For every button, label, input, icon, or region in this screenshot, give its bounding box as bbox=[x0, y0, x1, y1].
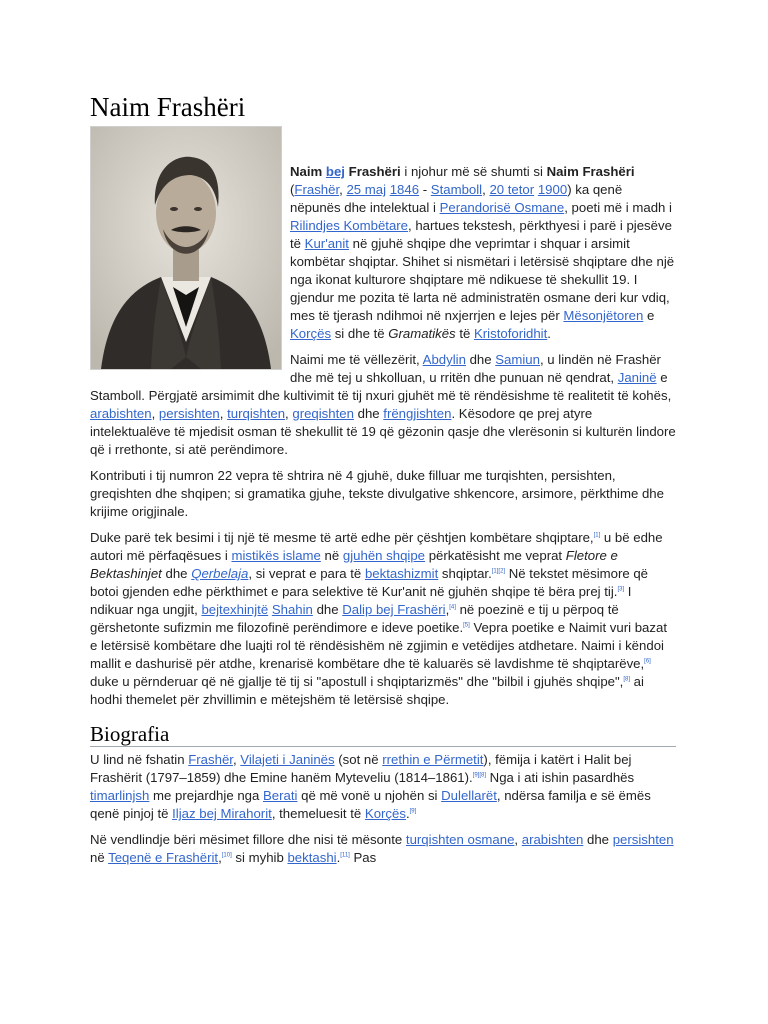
wiki-link[interactable]: bektashizmit bbox=[364, 566, 439, 581]
text-run: dhe bbox=[583, 832, 613, 847]
wiki-link[interactable]: rrethin e Përmetit bbox=[382, 752, 484, 767]
text-run: , bbox=[232, 752, 241, 767]
bio-paragraph-2 bbox=[90, 831, 676, 867]
wiki-link[interactable]: bej bbox=[325, 164, 345, 179]
wiki-link[interactable]: Kur'anit bbox=[304, 236, 349, 251]
wiki-link[interactable]: mistikës islame bbox=[231, 548, 321, 563]
wiki-link[interactable]: Frashër bbox=[294, 182, 340, 197]
article-body bbox=[90, 163, 676, 875]
text-run: Fletore e Bektashinjet bbox=[90, 548, 618, 581]
citation-link[interactable]: [5] bbox=[463, 622, 470, 629]
text-run: Pas bbox=[349, 850, 377, 865]
text-run: Gramatikës bbox=[388, 326, 456, 341]
wiki-link[interactable]: Iljaz bej Mirahorit bbox=[172, 806, 272, 821]
text-run: dhe bbox=[353, 406, 384, 421]
text-run: përkatësisht me veprat bbox=[425, 548, 566, 563]
text-run: ), fëmija i katërt i Halit bej Frashërit (1797–1859) dhe Emine hanëm Myteveliu (1814–1861). bbox=[90, 752, 632, 785]
wiki-link[interactable]: persishten bbox=[612, 832, 674, 847]
text-run: , poeti më i madh i bbox=[564, 200, 672, 215]
wiki-link[interactable]: Shahin bbox=[271, 602, 313, 617]
text-run: Kontributi i tij numron 22 vepra të shtrira në 4 gjuhë, duke filluar me turqishten, persishten, greqishten dhe shqipen; si gramatika gjuhe, tekste divulgative shkencore, arsimore, përkthime dhe krijime origjinale. bbox=[90, 468, 664, 519]
text-run: dhe bbox=[312, 602, 343, 617]
wiki-link[interactable]: Vilajeti i Janinës bbox=[240, 752, 335, 767]
text-run: në bbox=[320, 548, 343, 563]
text-run: në poezinë e tij u përpoq të gërshetonte sufizmin me filozofinë perëndimore e ideve poetike. bbox=[90, 602, 619, 635]
text-run: . bbox=[336, 850, 341, 865]
wiki-link[interactable]: arabishten bbox=[90, 406, 152, 421]
wiki-link[interactable]: turqishten bbox=[227, 406, 286, 421]
wiki-link[interactable]: timarlinjsh bbox=[90, 788, 150, 803]
text-run: i njohur më së shumti si bbox=[400, 164, 547, 179]
text-run: Duke parë tek besimi i tij një të mesme të artë edhe për çështjen kombëtare shqiptare, bbox=[90, 530, 594, 545]
page-title: Naim Frashëri bbox=[90, 92, 246, 122]
citation-link[interactable]: [6] bbox=[644, 658, 651, 665]
citation-link[interactable]: [1] bbox=[593, 532, 601, 539]
text-run: , bbox=[151, 406, 159, 421]
text-run: Vepra poetike e Naimit vuri bazat e letërsisë kombëtare dhe luajti rol të rëndësishëm në zgjimin e vetëdijes atdhetare. Naimi i këndoi mallit e dashurisë për atdhe, krenarisë kombëtare dhe të kaluarës së lavdishme të shqiptarëve, bbox=[90, 620, 667, 671]
text-run: të bbox=[455, 326, 474, 341]
text-run: duke u përnderuar që në gjallje të tij si "apostull i shqiptarizmës" dhe "bilbil i gjuhës shqipe", bbox=[90, 674, 624, 689]
wiki-link[interactable]: Kristoforidhit bbox=[473, 326, 548, 341]
wiki-link[interactable]: frëngjishten bbox=[383, 406, 452, 421]
text-run: - bbox=[419, 182, 431, 197]
text-run: , ndërsa familja e së ëmës qenë pinjoj të bbox=[90, 788, 651, 821]
text-run: U lind në fshatin bbox=[90, 752, 189, 767]
text-run: shqiptar. bbox=[438, 566, 492, 581]
citation-link[interactable]: [1] bbox=[491, 568, 499, 575]
citation-link[interactable]: [10] bbox=[221, 852, 232, 859]
citation-link[interactable]: [8] bbox=[623, 676, 631, 683]
wiki-link[interactable]: 1846 bbox=[389, 182, 420, 197]
wiki-link[interactable]: gjuhën shqipe bbox=[342, 548, 426, 563]
text-run: , bbox=[218, 850, 222, 865]
wiki-link[interactable]: Berati bbox=[263, 788, 298, 803]
bio-paragraph-1 bbox=[90, 751, 676, 823]
wiki-link[interactable]: Rilindjes Kombëtare bbox=[290, 218, 409, 233]
citation-link[interactable]: [2] bbox=[498, 568, 506, 575]
text-run: , bbox=[445, 602, 450, 617]
faith-paragraph bbox=[90, 529, 676, 709]
text-run: . Kësodore qe prej atyre intelektualëve të mjedisit osman të shekullit të 19 që gëzonin qasje dhe vlerësonin si kulturën lindore që i rrethonte, si atë perëndimore. bbox=[90, 406, 676, 457]
wiki-link[interactable]: Dalip bej Frashëri bbox=[342, 602, 446, 617]
wiki-link[interactable]: Abdylin bbox=[422, 352, 466, 367]
text-run: ) ka qenë nëpunës dhe intelektual i bbox=[290, 182, 623, 215]
text-run: dhe bbox=[161, 566, 192, 581]
wiki-link[interactable]: Janinë bbox=[617, 370, 657, 385]
text-run: në bbox=[90, 850, 109, 865]
citation-link[interactable]: [9] bbox=[409, 808, 417, 815]
wiki-link[interactable]: 25 maj bbox=[346, 182, 387, 197]
text-run: (sot në bbox=[334, 752, 383, 767]
text-run: , bbox=[219, 406, 228, 421]
wiki-link[interactable]: bektashi bbox=[287, 850, 337, 865]
text-run: , hartues tekstesh, përkthyesi i parë i pjesëve të bbox=[290, 218, 672, 251]
text-run: dhe bbox=[465, 352, 496, 367]
text-run: , themeluesit të bbox=[271, 806, 365, 821]
text-run: Në tekstet mësimore që botoi gjenden edhe përkthimet e para selektive të Kur'anit në gjuhën shqipe të bëra prej tij. bbox=[90, 566, 649, 599]
wiki-link[interactable]: greqishten bbox=[292, 406, 354, 421]
text-run: në gjuhë shqipe dhe veprimtar i shquar i arsimit kombëtar shqiptar. Shihet si nismëtari i letërsisë shqiptare dhe një nga ikonat kulturore shqiptare më ndikuese të shekullit 19. I gjendur me pozita të larta në administratën osmane deri kur vdiq, mes të tjerash ndihmoi në nxjerrjen e lejes për bbox=[290, 236, 675, 323]
text-run: , si veprat e para të bbox=[248, 566, 365, 581]
wiki-link[interactable]: 1900 bbox=[537, 182, 568, 197]
text-run: si dhe të bbox=[331, 326, 389, 341]
text-run: , bbox=[482, 182, 490, 197]
image-spacer bbox=[90, 163, 290, 381]
citation-link[interactable]: [4] bbox=[449, 604, 456, 611]
wiki-link[interactable]: Teqenë e Frashërit bbox=[108, 850, 219, 865]
text-run: Naim bbox=[290, 164, 326, 179]
citation-link[interactable]: [3] bbox=[617, 586, 625, 593]
wiki-link[interactable]: Frashër bbox=[188, 752, 233, 767]
works-paragraph bbox=[90, 467, 676, 521]
text-run: që më vonë u njohën si bbox=[297, 788, 442, 803]
text-run: e Stamboll. Përgjatë arsimimit dhe kultivimit të tij nxuri gjuhët më të rëndësishme të realitetit të kohës, bbox=[90, 370, 672, 403]
wiki-link[interactable]: turqishten osmane bbox=[405, 832, 515, 847]
wiki-link[interactable]: Samiun bbox=[495, 352, 540, 367]
wiki-link[interactable]: 20 tetor bbox=[489, 182, 535, 197]
citation-link[interactable]: [9][8] bbox=[472, 772, 487, 779]
text-run: ai hodhi themelet për zhvillimin e mëtejshëm të letërsisë shqipe. bbox=[90, 674, 644, 707]
citation-link[interactable]: [11] bbox=[340, 852, 350, 859]
wiki-link[interactable]: Stamboll bbox=[430, 182, 483, 197]
wiki-link[interactable]: Qerbelaja bbox=[191, 566, 249, 581]
wiki-link[interactable]: bejtexhinjtë bbox=[201, 602, 269, 617]
text-run: e bbox=[643, 308, 655, 323]
wiki-link[interactable]: persishten bbox=[158, 406, 220, 421]
text-run: Nga i ati ishin pasardhës bbox=[486, 770, 635, 785]
section-heading-biografia: Biografia bbox=[90, 725, 676, 747]
text-run: . bbox=[405, 806, 410, 821]
text-run: Naimi me të vëllezërit, bbox=[290, 352, 423, 367]
wiki-link[interactable]: Korçës bbox=[290, 326, 332, 341]
wiki-link[interactable]: arabishten bbox=[521, 832, 584, 847]
text-run: Në vendlindje bëri mësimet fillore dhe nisi të mësonte bbox=[90, 832, 406, 847]
text-run: me prejardhje nga bbox=[149, 788, 263, 803]
wiki-link[interactable]: Dulellarët bbox=[441, 788, 497, 803]
text-run: si myhib bbox=[231, 850, 288, 865]
text-run: ( bbox=[290, 182, 295, 197]
text-run: , bbox=[514, 832, 522, 847]
text-run: I ndikuar nga ungjit, bbox=[90, 584, 632, 617]
wiki-link[interactable]: Perandorisë Osmane bbox=[439, 200, 565, 215]
text-run: Frashëri bbox=[344, 164, 401, 179]
text-run: , bbox=[339, 182, 347, 197]
text-run: , bbox=[285, 406, 293, 421]
text-run: . bbox=[547, 326, 551, 341]
wiki-link[interactable]: Korçës bbox=[364, 806, 406, 821]
text-run: , u lindën në Frashër dhe më tej u shkolluan, u rritën dhe punuan në qendrat, bbox=[290, 352, 661, 385]
text-run: u bë edhe autori më përfaqësues i bbox=[90, 530, 663, 563]
wiki-link[interactable]: Mësonjëtoren bbox=[563, 308, 644, 323]
text-run: Naim Frashëri bbox=[546, 164, 635, 179]
